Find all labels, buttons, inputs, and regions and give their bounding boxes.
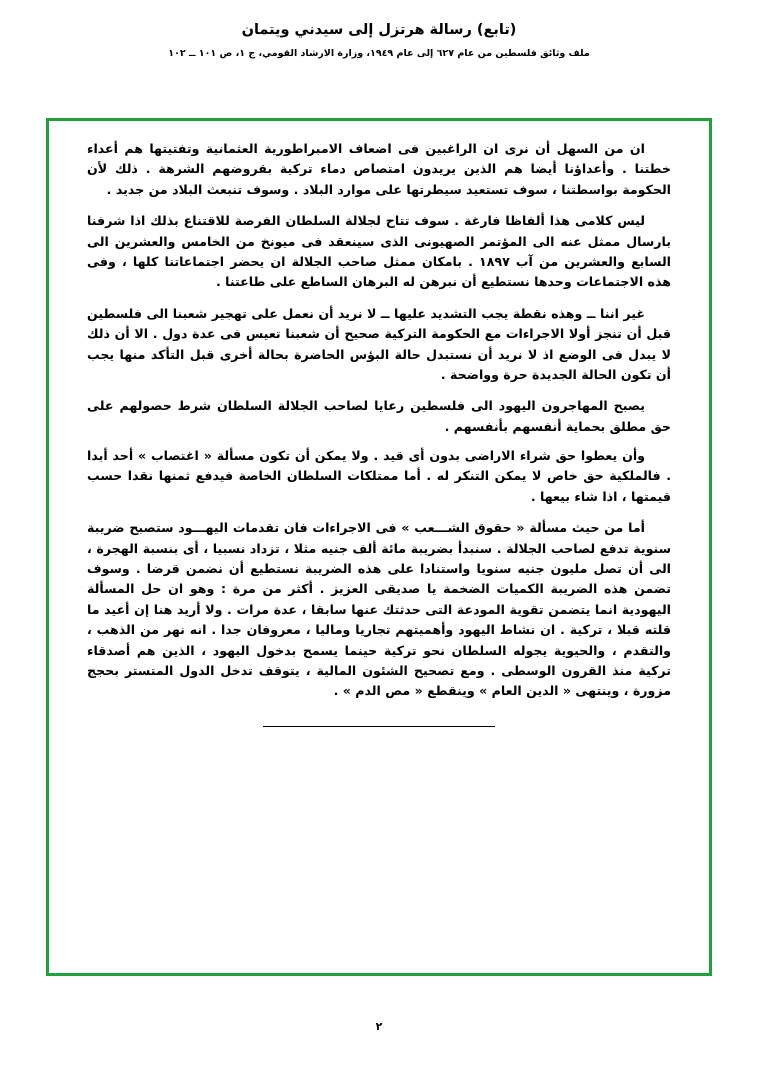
paragraph: غير اننا ــ وهذه نقطة يجب التشديد عليها ــ لا نريد أن نعمل على تهجير شعبنا الى فلسطين قبل أن تنجز أولا الاجراءات مع الحكومة التركية صحيح أن شعبنا تعيس فى عدة دول . الا أن ذلك لا يبدل فى الوضع اذ لا نريد أن نستبدل حالة البؤس الحاضرة بحالة أخرى قبل التأكد منها يجب أن تكون الحالة الجديدة حرة وواضحة . <box>87 305 671 382</box>
document-title: (تابع) رسالة هرتزل إلى سيدني ويتمان <box>241 22 517 38</box>
divider-line <box>263 726 495 727</box>
section-divider <box>87 716 671 736</box>
paragraph: وأن يعطوا حق شراء الاراضى بدون أى قيد . ولا يمكن أن تكون مسألة « اغتصاب » أحد أبدا . فالملكية حق خاص لا يمكن التنكر له . أما ممتلكات السلطان الخاصة فيدفع ثمنها نقدا حسب قيمتها ، اذا شاء بيعها . <box>87 448 671 504</box>
green-border-frame <box>46 118 712 976</box>
paragraph: يصبح المهاجرون اليهود الى فلسطين رعايا لصاحب الجلالة السلطان شرط حصولهم على حق مطلق بحماية أنفسهم بأنفسهم . <box>87 398 671 434</box>
paragraph: ان من السهل أن نرى ان الراغبين فى اضعاف الامبراطورية العثمانية وتفتيتها هم أعداء خطتنا . وأعداؤنا أيضا هم الذين يريدون امتصاص دماء تركية بقروضهم الشرهة . ذلك لأن الحكومة بواسطتنا ، سوف تستعيد سيطرتها على موارد البلاد . وسوف تنبعث البلاد من جديد . <box>87 141 671 197</box>
page-number: ٢ <box>375 1020 383 1033</box>
paragraph: ليس كلامى هذا ألفاظا فارغة . سوف تتاح لجلالة السلطان الفرصة للاقتناع بذلك اذا شرفنا بارسال ممثل عنه الى المؤتمر الصهيونى الذى سينعقد فى ميونخ من الخامس والعشرين الى السابع والعشرين من آب ١٨٩٧ . بامكان ممثل صاحب الجلالة ان يحضر اجتماعاتنا كلها ، وفى هذه الاجتماعات وحدها نستطيع أن نبرهن له البرهان الساطع على طاعتنا . <box>87 213 671 290</box>
document-source-line: ملف وثائق فلسطين من عام ٦٢٧ إلى عام ١٩٤٩، وزارة الارشاد القومي، ج ١، ص ١٠١ ــ ١٠٢ <box>168 48 590 59</box>
document-body <box>87 139 671 736</box>
paragraph: أما من حيث مسألة « حقوق الشـــعب » فى الاجراءات فان تقدمات اليهـــود ستصبح ضريبة سنوية تدفع لصاحب الجلالة . سنبدأ بضريبة مائة ألف جنيه مثلا ، تزداد نسبيا ، أى بنسبة الهجرة ، الى أن تصل مليون جنيه سنويا واستنادا على هذه الضريبة نستطيع أن نضمن قرضا . وسوف تضمن هذه الضريبة الكميات الضخمة يا صديقى العزيز . أكثر من مرة : وهو ان حل المسألة اليهودية انما يتضمن تقوية المودعة التى حدثتك عنها سابقا ، عدة مرات . ولا أريد هنا إن أعيد ما قلته قبلا ، تركية . ان نشاط اليهود وأهميتهم تجاريا وماليا ، معروفان جدا . انه نهر من الذهب ، والتقدم ، والحيوية يجوله السلطان نحو تركية حينما يسمح بدخول اليهود ، الذين هم أصدقاء تركية منذ القرون الوسطى . ومع تصحيح الشئون المالية ، يتوقف تدخل الدول المتستر بحجج مزورة ، وينتهى « الدين العام » وينقطع « مص الدم » . <box>87 520 671 699</box>
